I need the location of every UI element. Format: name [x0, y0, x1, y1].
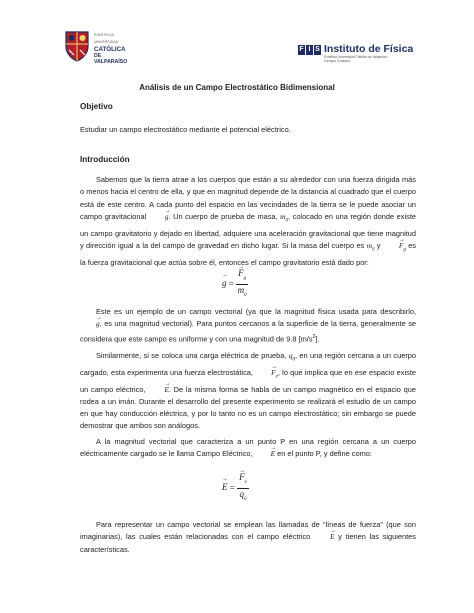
m0-symbol: $m_0$	[280, 211, 288, 224]
fis-mark	[298, 45, 321, 55]
intro-paragraph-4	[80, 436, 416, 461]
intro-paragraph-1	[80, 174, 416, 269]
document-title: Análisis de un Campo Electrostático Bidimensional	[139, 83, 335, 92]
equation-gravitational-field: → g = → $\frac{F_g}{m_0}$	[222, 268, 248, 301]
university-logo	[64, 30, 128, 65]
e-symbol-3: → E	[314, 531, 335, 543]
p5-part-a: Para representar un campo vectorial se emplean las llamadas de “líneas de fuerza” (que son imaginarias), las cuales están relacionadas con el campo eléctrico	[80, 520, 416, 542]
p3-part-b: , en una región cercana a un cuerpo cargado, esta experimenta una fuerza electrostática,	[80, 351, 416, 377]
p3-part-c: , lo que implica que en ese espacio existe un campo eléctrico,	[80, 367, 416, 394]
institute-name: Instituto de Física	[324, 43, 414, 55]
p3-part-a: Similarmente, si se coloca una carga eléctrica de prueba,	[96, 351, 289, 360]
p4-part-a: A la magnitud vectorial que caracteriza a un punto P en una región cercana a un cuerpo eléctricamente cargado se le llama Campo Eléctrico,	[80, 437, 416, 459]
intro-heading: Introducción	[80, 155, 130, 164]
fe-symbol: → $F_e$	[255, 368, 278, 377]
squared-exponent: 2	[312, 333, 316, 340]
e-symbol-2: → E	[255, 448, 276, 460]
fis-letter-s: S	[315, 46, 320, 53]
p4-part-b: en el punto P, y define como:	[275, 449, 372, 459]
intro-paragraph-2	[80, 306, 416, 345]
p2-part-b: , es una magnitud vectorial). Para puntos cercanos a la superficie de la tierra, generalmente se considera que este campo es uniforme y con una magnitud de 9.8 [m/s	[80, 319, 416, 344]
p1-part-e: es la fuerza gravitacional que actúa sobre él, entonces el campo gravitatorio está dado por:	[80, 240, 417, 267]
objective-text: Estudiar un campo electrostático mediante el potencial eléctrico.	[80, 125, 291, 134]
fis-letter-f: F	[299, 46, 304, 53]
university-name-line1: CATÓLICA	[94, 46, 126, 53]
fis-letter-i: I	[306, 45, 313, 55]
q0-symbol: $q_0$	[288, 351, 295, 363]
g-symbol-2: → g	[80, 318, 100, 330]
institute-subtitle: Pontificia Universidad Católica de Valparaíso Campus Curauma	[324, 55, 388, 63]
intro-paragraph-5	[80, 519, 416, 556]
fg-symbol: → $F_g$	[383, 241, 406, 250]
p2-part-c: ].	[315, 334, 320, 344]
equation-electric-field: → E = → $\frac{F_e}{q_0}$	[222, 472, 249, 505]
intro-paragraph-3	[80, 350, 416, 433]
p1-part-c: , colocado en una región donde existe un campo gravitatorio y dejado en libertad, adquiere una aceleración gravitacional que tiene magnitud y dirección igual a la del campo de gravedad en dicho lugar. Si la masa del cuerpo es	[80, 211, 416, 250]
university-name-line2: DE VALPARAÍSO	[94, 53, 128, 65]
p1-part-d: y	[374, 240, 383, 250]
e-symbol: → E	[148, 384, 169, 396]
university-small-label: PONTIFICIA UNIVERSIDAD	[94, 33, 119, 44]
p1-part-a: Sabemos que la tierra atrae a los cuerpos que están a su alrededor con una fuerza dirigida más o menos hacia el centro de ella, y que en magnitud depende de la distancia al cuadrado que el cuerpo está de este centro. A cada punto del espacio en las vecindades de la tierra se le puede asociar un campo gravitacional	[80, 175, 416, 221]
p3-part-d: . De la misma forma se habla de un campo magnético en el espacio que rodea a un imán. Durante el desarrollo del presente experimento se realizará el estudio de un campo en que hay conducción eléctrica, y por lo tanto no es un campo electrostático; sin embargo se puede demostrar que ambos son análogos.	[80, 384, 416, 431]
university-crest-icon	[64, 30, 90, 62]
p5-part-b: y tienen las siguientes características.	[80, 532, 416, 554]
m0-symbol-2: $m_0$	[366, 240, 375, 253]
g-symbol: → g	[149, 211, 169, 223]
objective-heading: Objetivo	[80, 102, 113, 111]
institute-logo	[298, 44, 428, 66]
p2-part-a: Este es un ejemplo de un campo vectorial (ya que la magnitud física usada para describirlo,	[96, 307, 416, 316]
p1-part-b: . Un cuerpo de prueba de masa,	[168, 211, 281, 221]
